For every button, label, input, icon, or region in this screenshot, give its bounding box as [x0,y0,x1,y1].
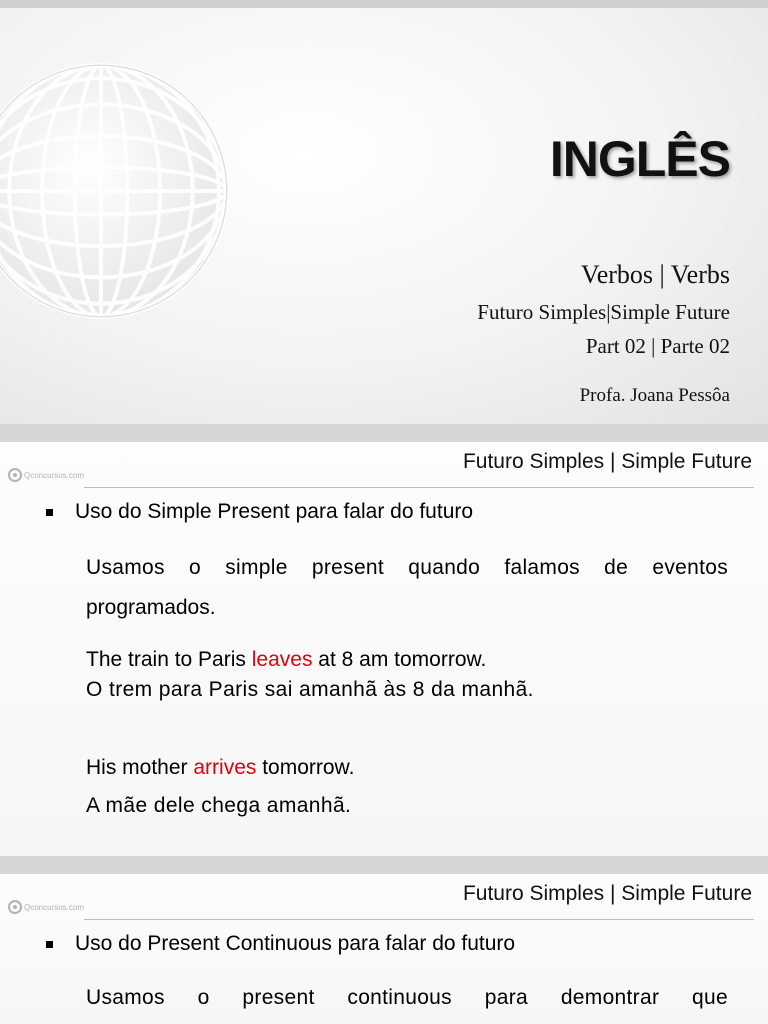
paragraph-line: Usamos o simple present quando falamos de eventos [86,556,728,579]
subtitle-verbs: Verbos | Verbs [580,260,730,289]
example-sentence: The train to Paris leaves at 8 am tomorrow. [86,648,487,671]
highlighted-verb: arrives [193,756,257,779]
bullet-item [46,932,515,956]
bullet-text: Uso do Simple Present para falar do futuro [75,500,474,523]
example-translation: O trem para Paris sai amanhã às 8 da manhã. [86,678,534,701]
subtitle-part: Part 02 | Parte 02 [585,334,730,358]
bullet-icon [46,509,53,516]
slide-header: Futuro Simples | Simple Future [462,882,752,905]
logo: Qconcursos.com [8,900,84,914]
header-divider [84,919,754,920]
subtitle-future: Futuro Simples|Simple Future [477,300,730,324]
content-slide [0,442,768,856]
example-translation: A mãe dele chega amanhã. [86,794,352,817]
globe-icon [0,60,232,322]
paragraph-line: programados. [86,596,216,619]
top-gap [0,0,768,8]
title-slide [0,8,768,424]
bullet-item [46,500,473,524]
logo-icon [8,900,22,914]
content-slide [0,874,768,1024]
slide-separator [0,424,768,442]
slide-separator [0,856,768,874]
bullet-text: Uso do Present Continuous para falar do futuro [75,932,516,955]
highlighted-verb: leaves [251,648,313,671]
bullet-icon [46,941,53,948]
logo: Qconcursos.com [8,468,84,482]
page-title: INGLÊS [549,131,730,187]
header-divider [84,487,754,488]
slide-header: Futuro Simples | Simple Future [462,450,752,473]
teacher-name: Profa. Joana Pessôa [579,385,730,406]
paragraph-line: Usamos o present continuous para demontrar que [86,986,728,1009]
logo-icon [8,468,22,482]
example-sentence: His mother arrives tomorrow. [86,756,355,779]
